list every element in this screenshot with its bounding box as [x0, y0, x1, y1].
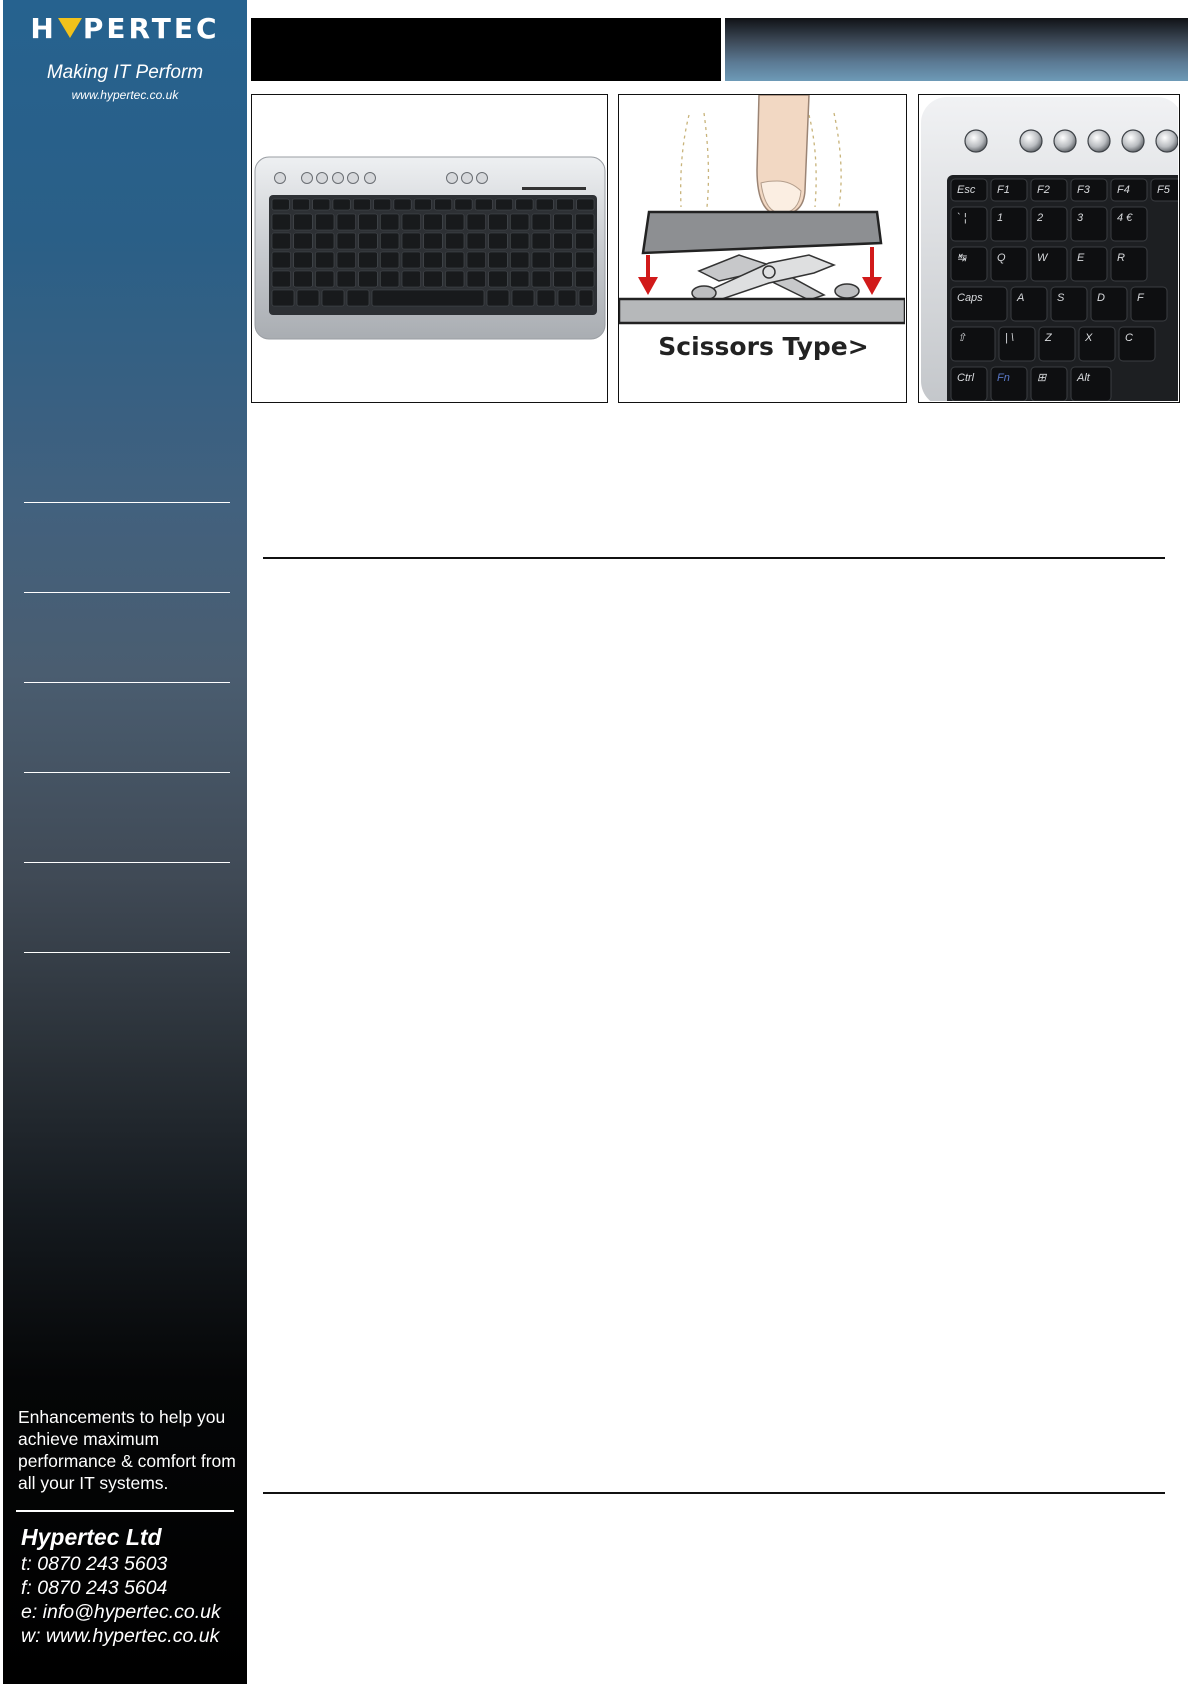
contact-email[interactable]: e: info@hypertec.co.uk — [21, 1601, 221, 1623]
key — [359, 252, 378, 268]
key — [337, 233, 356, 249]
sidebar-divider — [24, 862, 230, 863]
media-button-icon — [1088, 130, 1110, 152]
key-label: F — [1137, 292, 1144, 304]
key — [445, 252, 464, 268]
key-label: F2 — [1037, 184, 1050, 196]
logo-letters-pertec: PERTEC — [82, 12, 220, 45]
key — [424, 233, 443, 249]
key — [556, 199, 573, 210]
key — [313, 199, 330, 210]
key — [402, 214, 421, 230]
key — [380, 252, 399, 268]
key — [575, 214, 594, 230]
key — [294, 233, 313, 249]
key — [536, 199, 553, 210]
media-button-icon — [1020, 130, 1042, 152]
key — [516, 199, 533, 210]
key — [445, 214, 464, 230]
key — [359, 233, 378, 249]
key-label: F3 — [1077, 184, 1090, 196]
key — [374, 199, 391, 210]
key-label: Esc — [957, 184, 976, 196]
key-label: A — [1017, 292, 1025, 304]
key-label: Q — [997, 252, 1006, 264]
media-button-icon — [275, 173, 286, 184]
blurb-divider — [16, 1510, 234, 1512]
key — [372, 290, 484, 306]
key — [394, 199, 411, 210]
key-label: 4 € — [1117, 212, 1133, 224]
contact-block — [21, 1522, 245, 1648]
key — [322, 290, 344, 306]
sidebar-divider — [24, 952, 230, 953]
sidebar-blurb: Enhancements to help you achieve maximum performance & comfort from all your IT systems. — [18, 1407, 236, 1493]
key — [380, 233, 399, 249]
key — [272, 214, 291, 230]
key-label: 1 — [997, 212, 1004, 224]
header-gradient-bar — [725, 18, 1188, 81]
key — [510, 233, 529, 249]
key-label: C — [1125, 332, 1133, 344]
sidebar-divider — [24, 682, 230, 683]
key — [489, 233, 508, 249]
key-label: Ctrl — [957, 372, 975, 384]
media-button-icon — [1054, 130, 1076, 152]
scissors-type-label: Scissors Type> — [658, 332, 869, 361]
key — [414, 199, 431, 210]
key — [512, 290, 534, 306]
key — [554, 214, 573, 230]
contact-phone: t: 0870 243 5603 — [21, 1553, 168, 1575]
key — [467, 233, 486, 249]
key — [272, 252, 291, 268]
key — [554, 252, 573, 268]
brand-website: www.hypertec.co.uk — [71, 88, 179, 102]
key — [272, 290, 294, 306]
key-label: Caps — [957, 292, 983, 304]
media-button-icon — [1156, 130, 1178, 152]
key — [424, 214, 443, 230]
logo-triangle-icon — [58, 18, 82, 38]
brand-tagline: Making IT Perform — [46, 62, 204, 83]
key — [495, 199, 512, 210]
sidebar — [3, 0, 247, 1684]
key — [558, 290, 576, 306]
key-label: F1 — [997, 184, 1010, 196]
key-label: ↹ — [957, 252, 967, 264]
key — [333, 199, 350, 210]
sidebar-divider — [24, 772, 230, 773]
key — [315, 214, 334, 230]
logo-letter-h: H — [30, 12, 57, 45]
key — [554, 233, 573, 249]
key-label: S — [1057, 292, 1065, 304]
key-label: Z — [1045, 332, 1052, 344]
key — [272, 199, 289, 210]
key — [510, 252, 529, 268]
contact-fax: f: 0870 243 5604 — [21, 1577, 168, 1599]
key — [272, 271, 291, 287]
sidebar-divider — [24, 502, 230, 503]
key — [487, 290, 509, 306]
panel-keyboard-closeup — [918, 94, 1180, 403]
key — [445, 233, 464, 249]
keyboard-image — [252, 95, 606, 401]
media-button-icon — [348, 173, 359, 184]
key-label: ⇧ — [957, 332, 967, 344]
key — [467, 271, 486, 287]
key — [297, 290, 319, 306]
key — [294, 271, 313, 287]
key-label: Fn — [997, 372, 1010, 384]
media-button-icon — [965, 130, 987, 152]
key — [445, 271, 464, 287]
key — [455, 199, 472, 210]
header-title-bar — [251, 18, 721, 81]
key — [315, 271, 334, 287]
key — [359, 271, 378, 287]
content-divider-top — [263, 557, 1165, 559]
key — [579, 290, 593, 306]
key — [424, 252, 443, 268]
key — [402, 271, 421, 287]
key — [359, 214, 378, 230]
key-label: 3 — [1077, 212, 1084, 224]
scissor-mechanism-diagram — [619, 95, 905, 325]
media-button-icon — [317, 173, 328, 184]
key — [402, 233, 421, 249]
media-button-icon — [447, 173, 458, 184]
key — [532, 271, 551, 287]
key — [380, 271, 399, 287]
media-button-icon — [477, 173, 488, 184]
key — [380, 214, 399, 230]
key — [532, 214, 551, 230]
key — [475, 199, 492, 210]
media-button-icon — [302, 173, 313, 184]
brand-logo — [3, 12, 247, 45]
key — [537, 290, 555, 306]
key-label: X — [1085, 332, 1093, 344]
key — [402, 252, 421, 268]
key — [435, 199, 452, 210]
key — [315, 252, 334, 268]
media-button-icon — [1122, 130, 1144, 152]
key — [337, 271, 356, 287]
key — [532, 233, 551, 249]
key — [510, 271, 529, 287]
key — [489, 252, 508, 268]
key — [272, 233, 291, 249]
key-label: ⊞ — [1037, 372, 1047, 384]
key — [554, 271, 573, 287]
media-button-icon — [333, 173, 344, 184]
key-label: F5 — [1157, 184, 1170, 196]
key — [467, 214, 486, 230]
key-label: R — [1117, 252, 1125, 264]
key-label: 2 — [1037, 212, 1044, 224]
key-label: ` ¦ — [957, 212, 967, 224]
key-label: | \ — [1005, 332, 1014, 344]
key — [424, 271, 443, 287]
key — [347, 290, 369, 306]
media-button-icon — [365, 173, 376, 184]
key-label: W — [1037, 252, 1048, 264]
key — [510, 214, 529, 230]
media-button-icon — [462, 173, 473, 184]
sidebar-divider — [24, 592, 230, 593]
panel-keyboard — [251, 94, 608, 403]
key — [337, 252, 356, 268]
key — [575, 252, 594, 268]
key-label: F4 — [1117, 184, 1130, 196]
content-divider-bottom — [263, 1492, 1165, 1494]
key-label: E — [1077, 252, 1085, 264]
key — [575, 271, 594, 287]
key-label: D — [1097, 292, 1105, 304]
keyboard-closeup-image — [919, 95, 1178, 401]
key — [575, 233, 594, 249]
key — [489, 214, 508, 230]
key — [532, 252, 551, 268]
key — [315, 233, 334, 249]
key — [292, 199, 309, 210]
key — [337, 214, 356, 230]
panel-scissor-mechanism — [618, 94, 907, 403]
key — [467, 252, 486, 268]
key — [294, 214, 313, 230]
key — [353, 199, 370, 210]
key-label: Alt — [1077, 372, 1090, 384]
key — [294, 252, 313, 268]
company-name: Hypertec Ltd — [21, 1524, 162, 1550]
key — [489, 271, 508, 287]
contact-web[interactable]: w: www.hypertec.co.uk — [21, 1625, 220, 1647]
key — [577, 199, 594, 210]
